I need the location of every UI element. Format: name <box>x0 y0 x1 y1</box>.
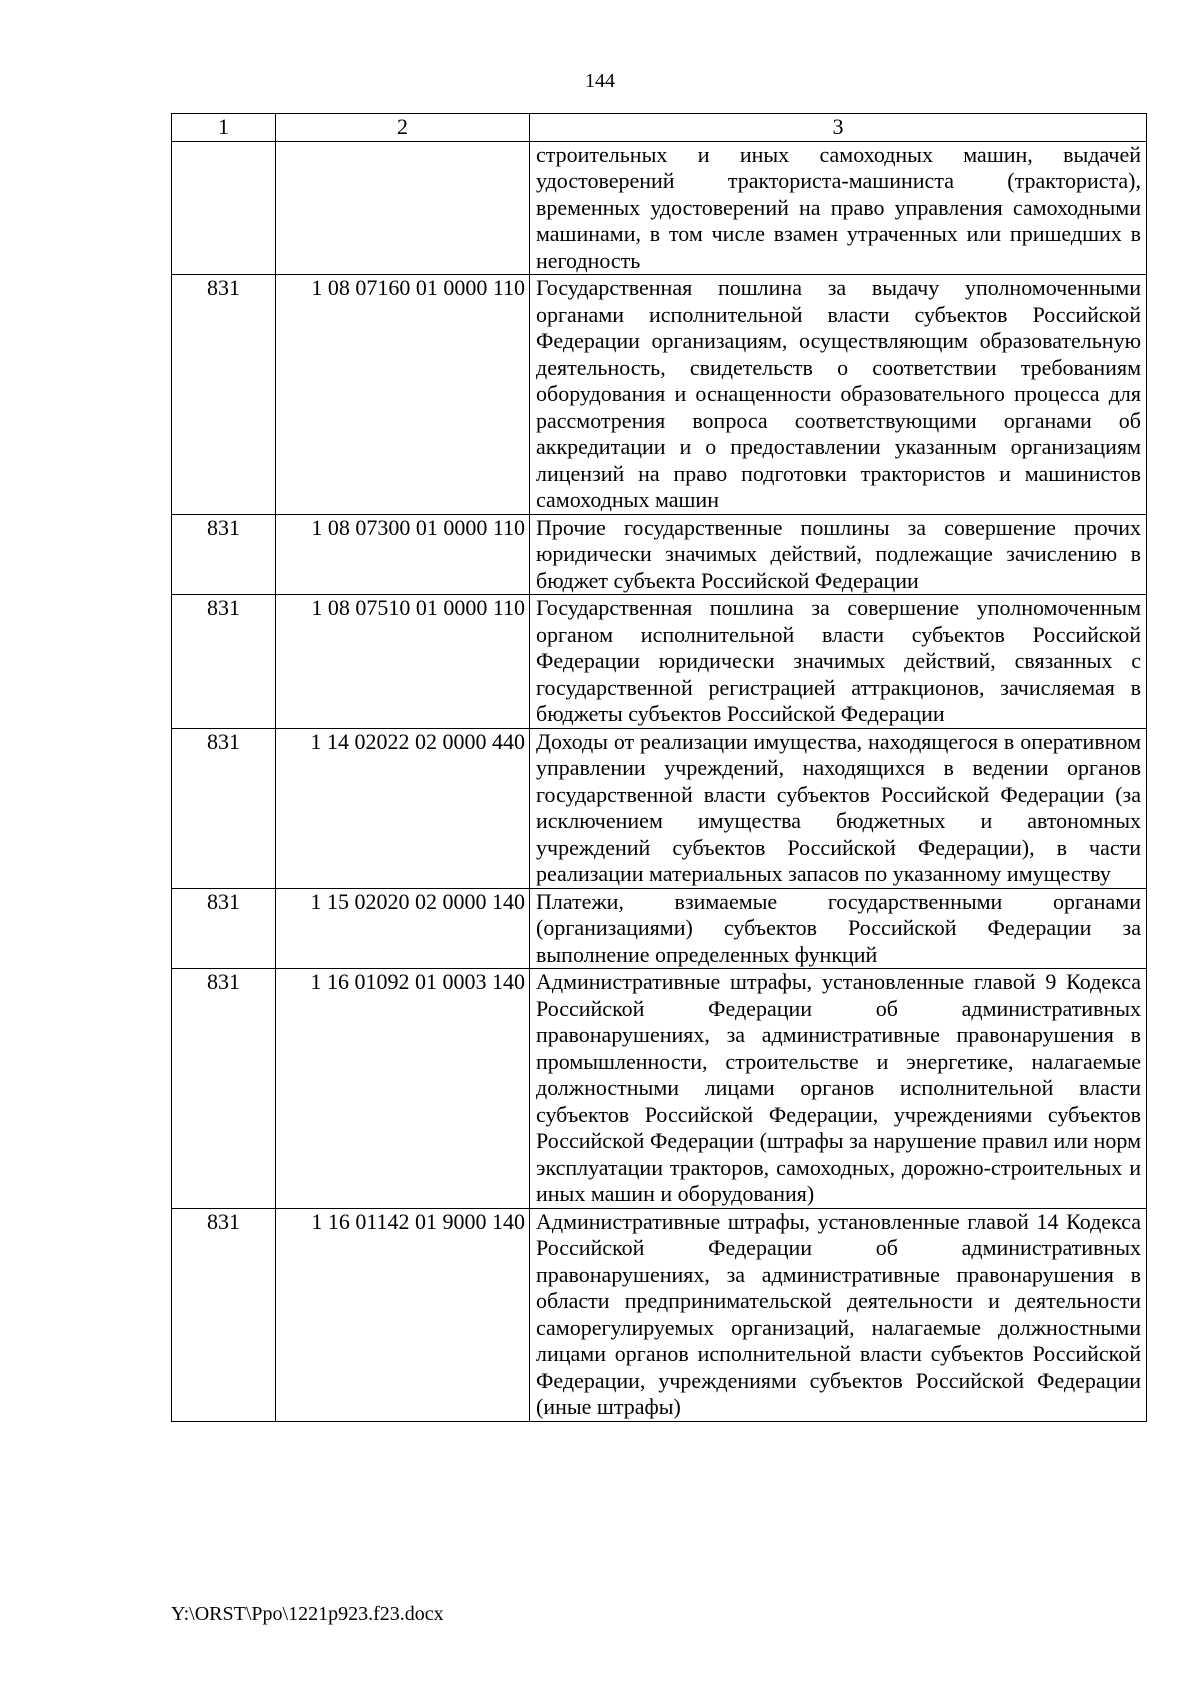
description-cell: Административные штрафы, установленные главой 14 Кодекса Российской Федерации об административных правонарушениях, за административные правонарушения в области предпринимательской деятельности и деятельности саморегулируемых организаций, налагаемые должностными лицами органов исполнительной власти субъектов Российской Федерации, учреждениями субъектов Российской Федерации (иные штрафы) <box>530 1208 1147 1421</box>
table-header-row <box>172 114 1147 142</box>
column-header-1: 1 <box>172 114 276 142</box>
admin-code-cell: 831 <box>172 969 276 1209</box>
description-cell: Платежи, взимаемые государственными органами (организациями) субъектов Российской Федерации за выполнение определенных функций <box>530 888 1147 969</box>
admin-code-cell: 831 <box>172 514 276 595</box>
budget-code-cell: 1 16 01092 01 0003 140 <box>276 969 530 1209</box>
budget-code-cell: 1 15 02020 02 0000 140 <box>276 888 530 969</box>
admin-code-cell <box>172 141 276 275</box>
admin-code-cell: 831 <box>172 888 276 969</box>
budget-code-cell: 1 16 01142 01 9000 140 <box>276 1208 530 1421</box>
table-row <box>172 514 1147 595</box>
table-row <box>172 595 1147 729</box>
budget-classification-table <box>171 113 1147 1422</box>
admin-code-cell: 831 <box>172 275 276 515</box>
description-cell: строительных и иных самоходных машин, выдачей удостоверений тракториста-машиниста (тракториста), временных удостоверений на право управления самоходными машинами, в том числе взамен утраченных или пришедших в негодность <box>530 141 1147 275</box>
table-row <box>172 888 1147 969</box>
column-header-3: 3 <box>530 114 1147 142</box>
budget-code-cell: 1 14 02022 02 0000 440 <box>276 728 530 888</box>
description-cell: Административные штрафы, установленные главой 9 Кодекса Российской Федерации об административных правонарушениях, за административные правонарушения в промышленности, строительстве и энергетике, налагаемые должностными лицами органов исполнительной власти субъектов Российской Федерации, учреждениями субъектов Российской Федерации (штрафы за нарушение правил или норм эксплуатации тракторов, самоходных, дорожно-строительных и иных машин и оборудования) <box>530 969 1147 1209</box>
description-cell: Прочие государственные пошлины за совершение прочих юридически значимых действий, подлежащие зачислению в бюджет субъекта Российской Федерации <box>530 514 1147 595</box>
budget-code-cell <box>276 141 530 275</box>
table-row <box>172 969 1147 1209</box>
page-number: 144 <box>585 70 615 92</box>
table-row <box>172 1208 1147 1421</box>
budget-code-cell: 1 08 07510 01 0000 110 <box>276 595 530 729</box>
column-header-2: 2 <box>276 114 530 142</box>
table-row <box>172 141 1147 275</box>
budget-code-cell: 1 08 07300 01 0000 110 <box>276 514 530 595</box>
description-cell: Государственная пошлина за совершение уполномоченным органом исполнительной власти субъектов Российской Федерации юридически значимых действий, связанных с государственной регистрацией аттракционов, зачисляемая в бюджеты субъектов Российской Федерации <box>530 595 1147 729</box>
table-row <box>172 728 1147 888</box>
admin-code-cell: 831 <box>172 1208 276 1421</box>
table-row <box>172 275 1147 515</box>
budget-code-cell: 1 08 07160 01 0000 110 <box>276 275 530 515</box>
footer-file-path: Y:\ORST\Ppo\1221p923.f23.docx <box>171 1603 444 1625</box>
admin-code-cell: 831 <box>172 728 276 888</box>
description-cell: Доходы от реализации имущества, находящегося в оперативном управлении учреждений, находящихся в ведении органов государственной власти субъектов Российской Федерации (за исключением имущества бюджетных и автономных учреждений субъектов Российской Федерации), в части реализации материальных запасов по указанному имуществу <box>530 728 1147 888</box>
description-cell: Государственная пошлина за выдачу уполномоченными органами исполнительной власти субъектов Российской Федерации организациям, осуществляющим образовательную деятельность, свидетельств о соответствии требованиям оборудования и оснащенности образовательного процесса для рассмотрения вопроса соответствующими органами об аккредитации и о предоставлении указанным организациям лицензий на право подготовки трактористов и машинистов самоходных машин <box>530 275 1147 515</box>
admin-code-cell: 831 <box>172 595 276 729</box>
